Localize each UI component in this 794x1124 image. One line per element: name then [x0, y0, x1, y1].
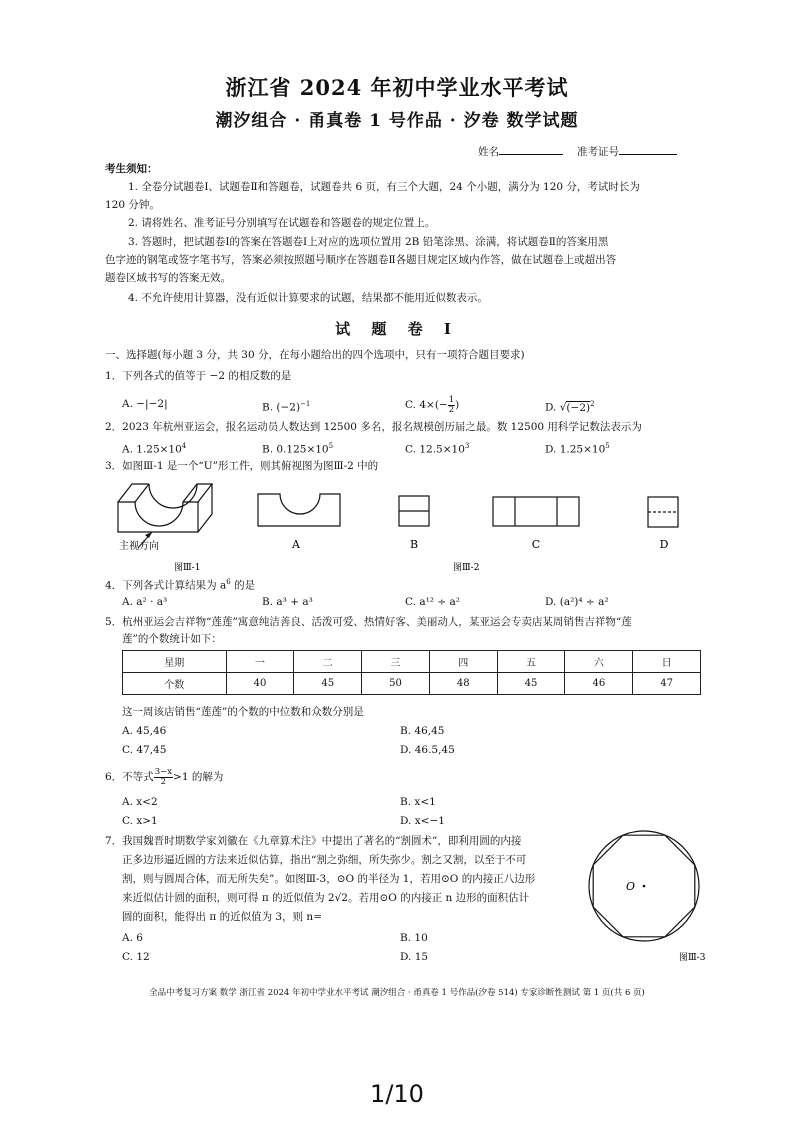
notice-item: 120 分钟。 — [105, 199, 160, 211]
center-point — [643, 885, 646, 888]
q5-option-a: A. 45,46 — [122, 725, 167, 737]
table-cell: 六 — [565, 651, 633, 673]
q1-stem: 1．下列各式的值等于 −2 的相反数的是 — [105, 370, 292, 382]
table-cell: 日 — [633, 651, 701, 673]
q7-line: 圆的面积，能得出 π 的近似值为 3，则 n= — [122, 911, 322, 923]
q7-option-d: D. 15 — [400, 951, 429, 963]
page-indicator: 1/10 — [370, 1080, 424, 1108]
table-cell: 四 — [429, 651, 497, 673]
q1-option-d: D. $√(-2)^2$ — [545, 400, 595, 414]
option-a-label: A — [292, 538, 300, 551]
q7-option-b: B. 10 — [400, 932, 428, 944]
table-cell: 45 — [294, 673, 362, 695]
table-cell: 五 — [497, 651, 565, 673]
exam-id-label: 准考证号 — [577, 146, 619, 158]
table-row — [123, 651, 701, 673]
exam-title: 浙江省 2024 年初中学业水平考试 — [225, 75, 569, 100]
exam-id-blank — [619, 144, 677, 155]
q3-figures — [100, 472, 720, 582]
table-cell: 40 — [226, 673, 294, 695]
table-cell: 三 — [362, 651, 430, 673]
q2-option-d: D. $1.25\times 10^5$ — [545, 442, 610, 456]
option-c-figure — [493, 497, 579, 526]
name-blank — [499, 144, 563, 155]
option-b-figure — [399, 496, 429, 526]
q6-option-c: C. x>1 — [122, 815, 158, 827]
q4-option-c: C. a¹² ÷ a² — [405, 596, 460, 608]
name-label: 姓名 — [478, 146, 499, 158]
page-footer: 全品中考复习方案 数学 浙江省 2024 年初中学业水平考试 潮汐组合 · 甬真卷 1 号作品(汐卷 514) 专家诊断性测试 第 1 页(共 6 页) — [149, 988, 645, 998]
name-field — [478, 144, 563, 159]
q2-option-b: B. $0.125\times 10^5$ — [262, 442, 334, 456]
q3-stem: 3．如图Ⅲ-1 是一个“U”形工件，则其俯视图为图Ⅲ-2 中的 — [105, 460, 379, 472]
fig2-caption: 图Ⅲ-2 — [453, 563, 480, 573]
option-d-figure — [648, 497, 678, 527]
q5-question: 这一周该店销售“莲莲”的个数的中位数和众数分别是 — [122, 706, 364, 718]
q2-option-c: C. $12.5\times 10^3$ — [405, 442, 470, 456]
q4-option-d: D. (a²)⁴ ÷ a² — [545, 596, 609, 608]
notice-item: 2. 请将姓名、准考证号分别填写在试题卷和答题卷的规定位置上。 — [128, 217, 436, 229]
fig3-caption: 图Ⅲ-3 — [679, 953, 706, 963]
part-one-heading: 一、选择题(每小题 3 分，共 30 分，在每小题给出的四个选项中，只有一项符合题目要求) — [105, 349, 525, 361]
table-cell: 个数 — [123, 673, 227, 695]
q1-option-c: C. 4×(− $\frac{1}{2}$ ) — [405, 394, 460, 415]
q4-option-a: A. a² · a³ — [122, 596, 168, 608]
exam-subtitle: 潮汐组合 · 甬真卷 1 号作品 · 汐卷 数学试题 — [215, 111, 579, 131]
center-label: O — [626, 880, 636, 893]
notice-item: 题卷区域书写的答案无效。 — [105, 272, 231, 284]
table-cell: 50 — [362, 673, 430, 695]
table-cell: 45 — [497, 673, 565, 695]
notice-item: 4. 不允许使用计算器，没有近似计算要求的试题，结果都不能用近似数表示。 — [128, 292, 488, 304]
option-a-figure — [258, 494, 340, 526]
q4-stem: 4．下列各式计算结果为 $a^6$ 的是 — [105, 578, 256, 592]
q7-line: 7．我国魏晋时期数学家刘徽在《九章算术注》中提出了著名的“割圆术”，即利用圆的内接 — [105, 835, 522, 847]
q7-option-a: A. 6 — [122, 932, 143, 944]
table-cell: 星期 — [123, 651, 227, 673]
q6-option-b: B. x<1 — [400, 796, 436, 808]
table-cell: 二 — [294, 651, 362, 673]
q4-option-b: B. a³ + a³ — [262, 596, 313, 608]
q7-line: 来近似估计圆的面积，则可得 π 的近似值为 2√2。若用⊙O 的内接正 n 边形的面积估计 — [122, 892, 530, 904]
q6-option-a: A. x<2 — [122, 796, 158, 808]
q5-option-d: D. 46.5,45 — [400, 744, 455, 756]
q6-option-d: D. x<−1 — [400, 815, 445, 827]
table-cell: 47 — [633, 673, 701, 695]
octagon-circle-figure — [586, 826, 706, 966]
q2-stem: 2．2023 年杭州亚运会，报名运动员人数达到 12500 多名，报名规模创历届之最。数 12500 用科学记数法表示为 — [105, 421, 642, 433]
q1-option-b: B. $(-2)^{-1}$ — [262, 400, 311, 414]
q5-stem-line2: 莲”的个数统计如下： — [122, 633, 222, 645]
notice-item: 色字迹的钢笔或签字笔书写，答案必须按照题号顺序在答题卷Ⅱ各题目规定区域内作答，做在试题卷上或超出答 — [105, 254, 617, 266]
option-b-label: B — [409, 538, 419, 551]
view-direction-label: 主视方向 — [119, 541, 159, 552]
notice-heading: 考生须知： — [105, 163, 158, 175]
fig1-caption: 图Ⅲ-1 — [174, 563, 201, 573]
notice-item: 3. 答题时，把试题卷Ⅰ的答案在答题卷Ⅰ上对应的选项位置用 2B 铅笔涂黑、涂满，将试题卷Ⅱ的答案用黑 — [128, 236, 609, 248]
q5-option-c: C. 47,45 — [122, 744, 167, 756]
q7-line: 正多边形逼近圆的方法来近似估算，指出“割之弥细，所失弥少。割之又割，以至于不可 — [122, 854, 527, 866]
q7-line: 割，则与圆周合体，而无所失矣”。如图Ⅲ-3，⊙O 的半径为 1，若用⊙O 的内接正八边形 — [122, 873, 536, 885]
q7-option-c: C. 12 — [122, 951, 150, 963]
section-title: 试 题 卷 Ⅰ — [335, 320, 459, 338]
table-cell: 48 — [429, 673, 497, 695]
option-c-label: C — [531, 538, 541, 551]
table-cell: 一 — [226, 651, 294, 673]
q5-stem-line1: 5．杭州亚运会吉祥物“莲莲”寓意纯洁善良、活泼可爱、热情好客、美丽动人，某亚运会专卖店某周销售吉祥物“莲 — [105, 616, 632, 628]
q2-option-a: A. $1.25\times 10^4$ — [122, 442, 187, 456]
q6-stem: 6．不等式 $\frac{3-x}{2}$ >1 的解为 — [105, 766, 224, 787]
q5-option-b: B. 46,45 — [400, 725, 445, 737]
u-shaped-part-figure — [118, 484, 212, 532]
option-d-label: D — [659, 538, 669, 551]
exam-id-field — [577, 144, 677, 159]
sales-table — [122, 650, 701, 695]
notice-item: 1. 全卷分试题卷Ⅰ、试题卷Ⅱ和答题卷，试题卷共 6 页，有三个大题，24 个小题，满分为 120 分，考试时长为 — [128, 181, 640, 193]
table-row — [123, 673, 701, 695]
q1-option-a: A. −|−2| — [122, 398, 168, 410]
table-cell: 46 — [565, 673, 633, 695]
